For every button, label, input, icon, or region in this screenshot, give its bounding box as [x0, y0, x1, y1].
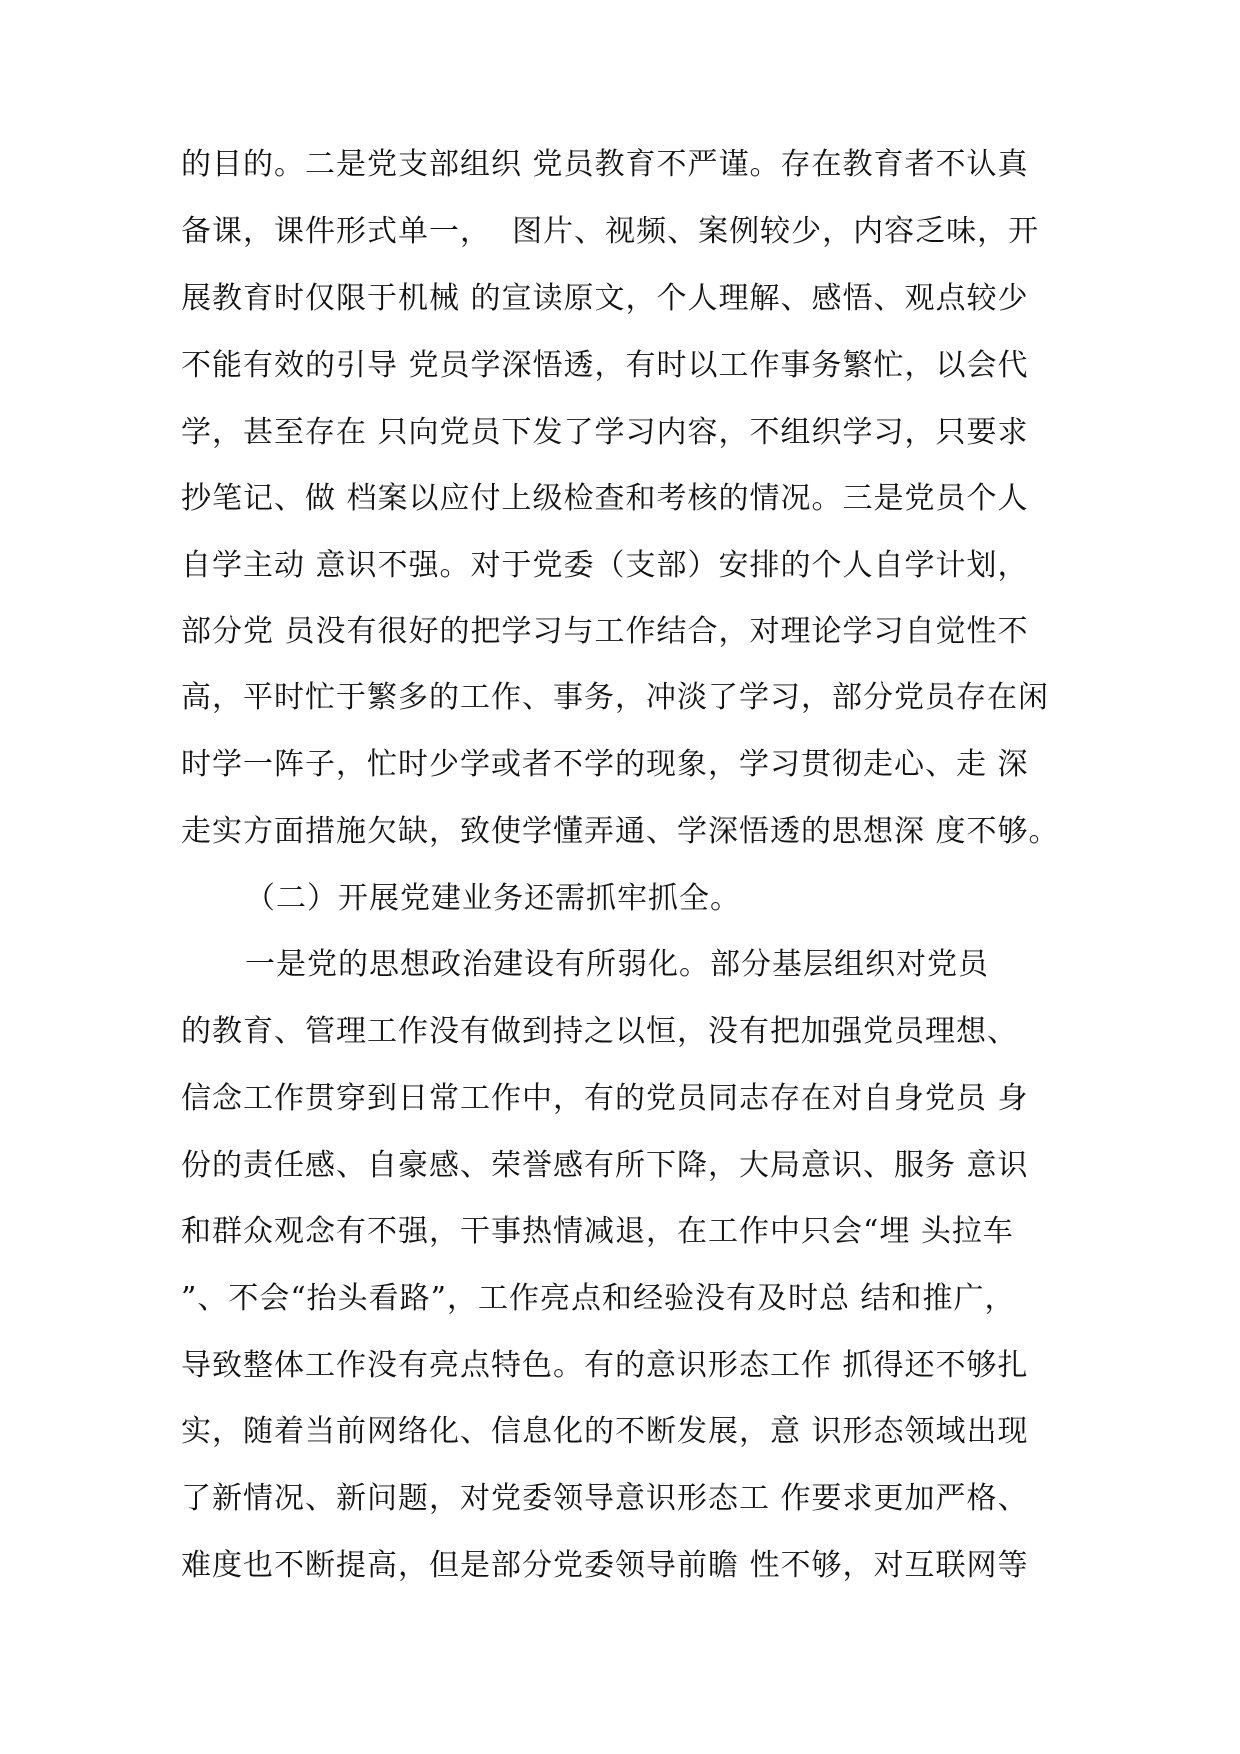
text-line-9: 高，平时忙于繁多的工作、事务，冲淡了学习，部分党员存在闲: [181, 680, 1049, 715]
text-line-7: 自学主动 意识不强。对于党委（支部）安排的个人自学计划，: [181, 548, 1029, 583]
text-line-19: 导致整体工作没有亮点特色。有的意识形态工作 抓得还不够扎: [181, 1348, 1029, 1383]
text-line-3: 展教育时仅限于机械 的宣读原文，个人理解、感悟、观点较少: [181, 281, 1029, 316]
text-line-11: 走实方面措施欠缺，致使学懂弄通、学深悟透的思想深 度不够。: [181, 814, 1060, 849]
text-line-22: 难度也不断提高，但是部分党委领导前瞻 性不够，对互联网等: [181, 1548, 1029, 1583]
text-line-20: 实，随着当前网络化、信息化的不断发展，意 识形态领域出现: [181, 1414, 1029, 1449]
text-line-10: 时学一阵子，忙时少学或者不学的现象，学习贯彻走心、走 深: [181, 747, 1029, 782]
text-line-4: 不能有效的引导 党员学深悟透，有时以工作事务繁忙，以会代: [181, 348, 1029, 383]
text-line-8: 部分党 员没有很好的把学习与工作结合，对理论学习自觉性不: [181, 614, 1029, 649]
text-line-18: ”、不会“抬头看路”，工作亮点和经验没有及时总 结和推广，: [181, 1281, 1016, 1316]
section-heading: （二）开展党建业务还需抓牢抓全。: [245, 881, 741, 916]
text-line-21: 了新情况、新问题，对党委领导意识形态工 作要求更加严格、: [181, 1481, 1029, 1516]
text-line-1: 的目的。二是党支部组织 党员教育不严谨。存在教育者不认真: [181, 147, 1029, 182]
text-line-6: 抄笔记、做 档案以应付上级检查和考核的情况。三是党员个人: [181, 481, 1029, 516]
text-line-16: 份的责任感、自豪感、荣誉感有所下降，大局意识、服务 意识: [181, 1148, 1029, 1183]
text-line-17: 和群众观念有不强，干事热情减退，在工作中只会“埋 头拉车: [181, 1214, 1014, 1249]
text-line-14: 的教育、管理工作没有做到持之以恒，没有把加强党员理想、: [181, 1014, 1018, 1049]
text-line-15: 信念工作贯穿到日常工作中，有的党员同志存在对自身党员 身: [181, 1081, 1029, 1116]
paragraph-first-line: 一是党的思想政治建设有所弱化。部分基层组织对党员: [245, 947, 989, 982]
text-line-5: 学，甚至存在 只向党员下发了学习内容，不组织学习，只要求: [181, 415, 1029, 450]
text-line-2: 备课，课件形式单一， 图片、视频、案例较少，内容乏味，开: [181, 214, 1040, 249]
